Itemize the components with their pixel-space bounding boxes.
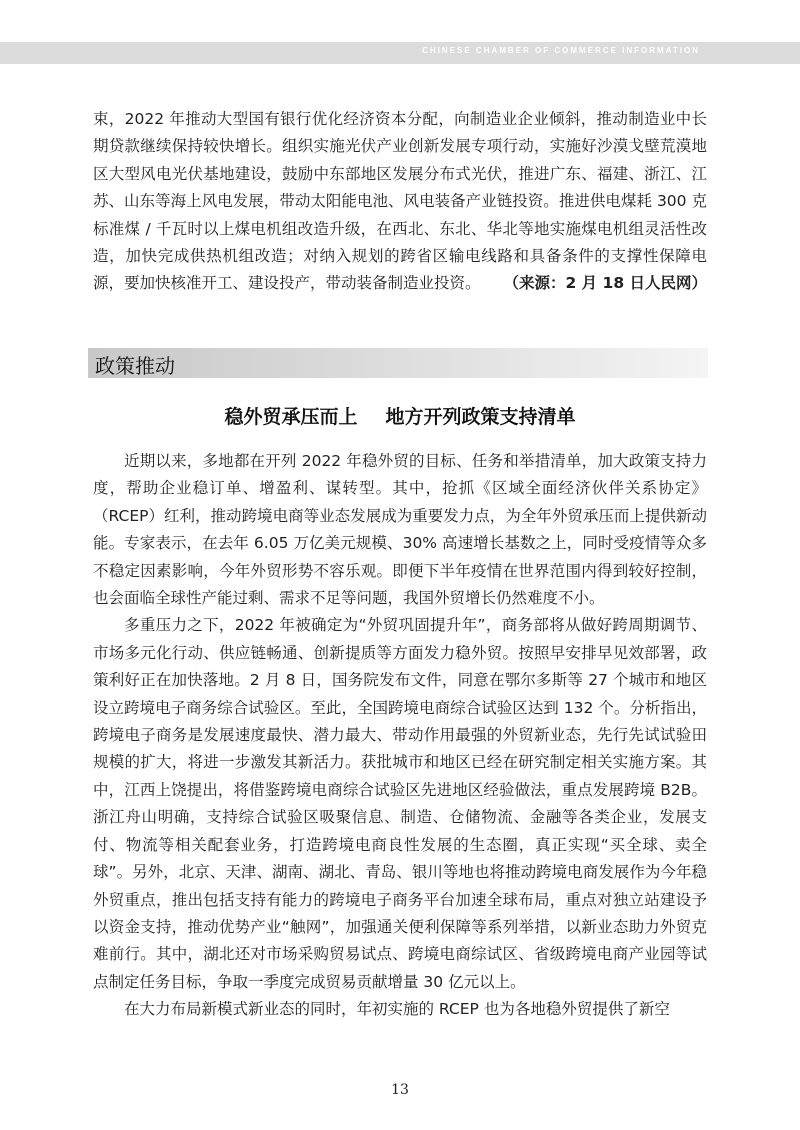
section-title: 政策推动: [95, 354, 175, 378]
article-paragraph-1: 近期以来，多地都在开列 2022 年稳外贸的目标、任务和举措清单，加大政策支持力度，帮助企业稳订单、增盈利、谋转型。其中，抢抓《区域全面经济伙伴关系协定》（RCEP）红利，推动跨境电商等业态发展成为重要发力点，为全年外贸承压而上提供新动能。专家表示，在去年 6.05 万亿美元规模、30% 高速增长基数之上，同时受疫情等众多不稳定因素影响，今年外贸形势不容乐观。即便下半年疫情在世界范围内得到较好控制，也会面临全球性产能过剩、需求不足等问题，我国外贸增长仍然难度不小。: [93, 452, 707, 608]
source-citation: （来源：2 月 18 日人民网）: [503, 274, 707, 293]
article-body: [93, 448, 707, 1024]
article-title-part1: 稳外贸承压而上: [224, 406, 358, 428]
section-bar: [88, 348, 708, 378]
top-section: [93, 106, 707, 298]
article-title: [93, 402, 707, 429]
top-paragraph: 束，2022 年推动大型国有银行优化经济资本分配，向制造业企业倾斜，推动制造业中长期贷款继续保持较快增长。组织实施光伏产业创新发展专项行动，实施好沙漠戈壁荒漠地区大型风电光伏基地建设，鼓励中东部地区发展分布式光伏，推进广东、福建、浙江、江苏、山东等海上风电发展，带动太阳能电池、风电装备产业链投资。推进供电煤耗 300 克标准煤 / 千瓦时以上煤电机组改造升级，在西北、东北、华北等地实施煤电机组灵活性改造，加快完成供热机组改造；对纳入规划的跨省区输电线路和具备条件的支撑性保障电源，要加快核准开工、建设投产，带动装备制造业投资。: [93, 110, 707, 293]
article-paragraph-2: 多重压力之下，2022 年被确定为“外贸巩固提升年”，商务部将从做好跨周期调节、市场多元化行动、供应链畅通、创新提质等方面发力稳外贸。按照早安排早见效部署，政策利好正在加快落地。2 月 8 日，国务院发布文件，同意在鄂尔多斯等 27 个城市和地区设立跨境电子商务综合试验区。至此，全国跨境电商综合试验区达到 132 个。分析指出，跨境电子商务是发展速度最快、潜力最大、带动作用最强的外贸新业态，先行先试试验田规模的扩大，将进一步激发其新活力。获批城市和地区已经在研究制定相关实施方案。其中，江西上饶提出，将借鉴跨境电商综合试验区先进地区经验做法，重点发展跨境 B2B。浙江舟山明确，支持综合试验区吸聚信息、制造、仓储物流、金融等各类企业，发展支付、物流等相关配套业务，打造跨境电商良性发展的生态圈，真正实现“买全球、卖全球”。另外，北京、天津、湖南、湖北、青岛、银川等地也将推动跨境电商发展作为今年稳外贸重点，推出包括支持有能力的跨境电子商务平台加速全球布局，重点对独立站建设予以资金支持，推动优势产业“触网”，加强通关便利保障等系列举措，以新业态助力外贸克难前行。其中，湖北还对市场采购贸易试点、跨境电商综试区、省级跨境电商产业园等试点制定任务目标，争取一季度完成贸易贡献增量 30 亿元以上。: [93, 616, 707, 991]
running-title: CHINESE CHAMBER OF COMMERCE INFORMATION: [422, 46, 700, 55]
page-number: 13: [391, 1082, 409, 1098]
article-title-part2: 地方开列政策支持清单: [385, 406, 576, 428]
article-paragraph-3: 在大力布局新模式新业态的同时，年初实施的 RCEP 也为各地稳外贸提供了新空: [124, 1000, 670, 1019]
